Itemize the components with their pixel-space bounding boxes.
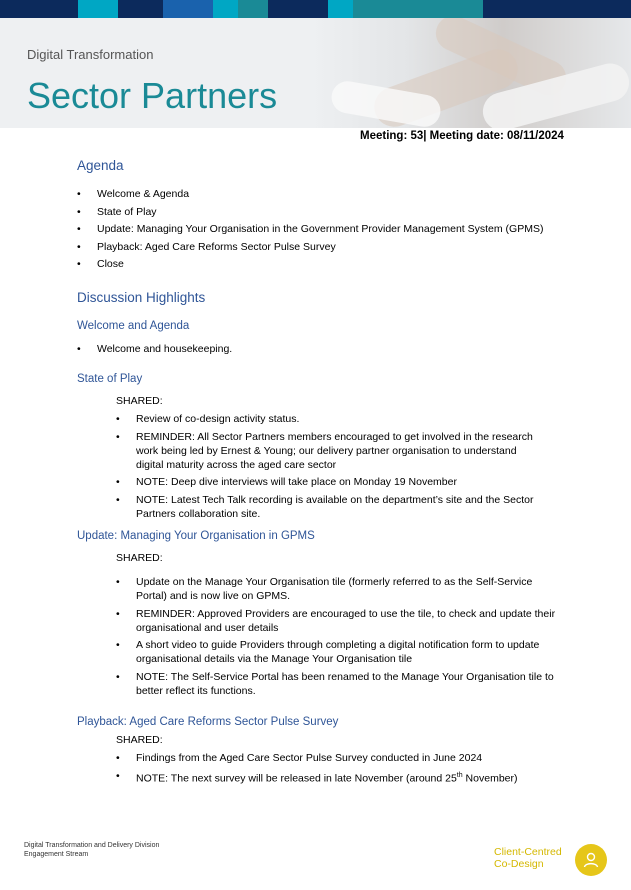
footer-line1: Digital Transformation and Delivery Division [24,842,160,849]
list-item: • State of Play [77,205,577,219]
gpms-heading: Update: Managing Your Organisation in GPMS [77,530,315,542]
ordinal-suffix: th [456,771,463,779]
list-item: • Update: Managing Your Organisation in the Government Provider Management System (GPMS) [77,222,577,236]
welcome-heading: Welcome and Agenda [77,320,190,332]
footer-right-line1: Client-Centred [494,846,562,858]
hands-photo [311,18,631,128]
gpms-list [116,575,561,701]
list-item: • A short video to guide Providers through completing a digital notification form to update organisational details via the Manage Your Organisation tile [116,638,561,666]
agenda-heading: Agenda [77,158,124,173]
footer-line2: Engagement Stream [24,851,89,858]
list-item: • NOTE: Deep dive interviews will take place on Monday 19 November [116,475,546,489]
header-kicker: Digital Transformation [27,47,154,62]
survey-note-text: NOTE: The next survey will be released in late November (around 25 [136,772,457,784]
list-item: • Findings from the Aged Care Sector Pulse Survey conducted in June 2024 [116,751,576,765]
footer-tagline [494,846,562,870]
list-item: • Close [77,257,577,271]
list-item: • Playback: Aged Care Reforms Sector Pulse Survey [77,240,577,254]
footer-right-line2: Co-Design [494,858,544,870]
page-title: Sector Partners [27,75,278,116]
playback-heading: Playback: Aged Care Reforms Sector Pulse Survey [77,716,339,728]
list-item: • REMINDER: Approved Providers are encouraged to use the tile, to check and update their organisational and user details [116,607,561,635]
discussion-heading: Discussion Highlights [77,290,206,305]
header-banner [0,18,631,128]
state-heading: State of Play [77,373,143,385]
list-item: • Welcome and housekeeping. [77,342,557,356]
list-item: • NOTE: The Self-Service Portal has been renamed to the Manage Your Organisation tile to better reflect its functions. [116,670,561,698]
footer-division [24,841,159,859]
meeting-info: Meeting: 53| Meeting date: 08/11/2024 [360,130,564,142]
person-icon [575,844,607,876]
shared-label: SHARED: [116,395,163,407]
shared-label: SHARED: [116,552,163,564]
list-item [116,769,576,786]
agenda-list [77,187,577,275]
playback-list [116,751,576,789]
survey-note-tail: November) [462,772,518,784]
state-list [116,412,546,524]
top-color-bar [0,0,631,18]
list-item: • NOTE: Latest Tech Talk recording is available on the department’s site and the Sector Partners collaboration site. [116,493,546,521]
welcome-list [77,342,557,360]
list-item: • REMINDER: All Sector Partners members encouraged to get involved in the research work being led by Ernest & Young; our delivery partner organisation to understand digital maturity across the aged care sector [116,430,546,472]
shared-label: SHARED: [116,734,163,746]
list-item: • Update on the Manage Your Organisation tile (formerly referred to as the Self-Service Portal) and is now live on GPMS. [116,575,561,603]
list-item: • Review of co-design activity status. [116,412,546,426]
list-item: • Welcome & Agenda [77,187,577,201]
